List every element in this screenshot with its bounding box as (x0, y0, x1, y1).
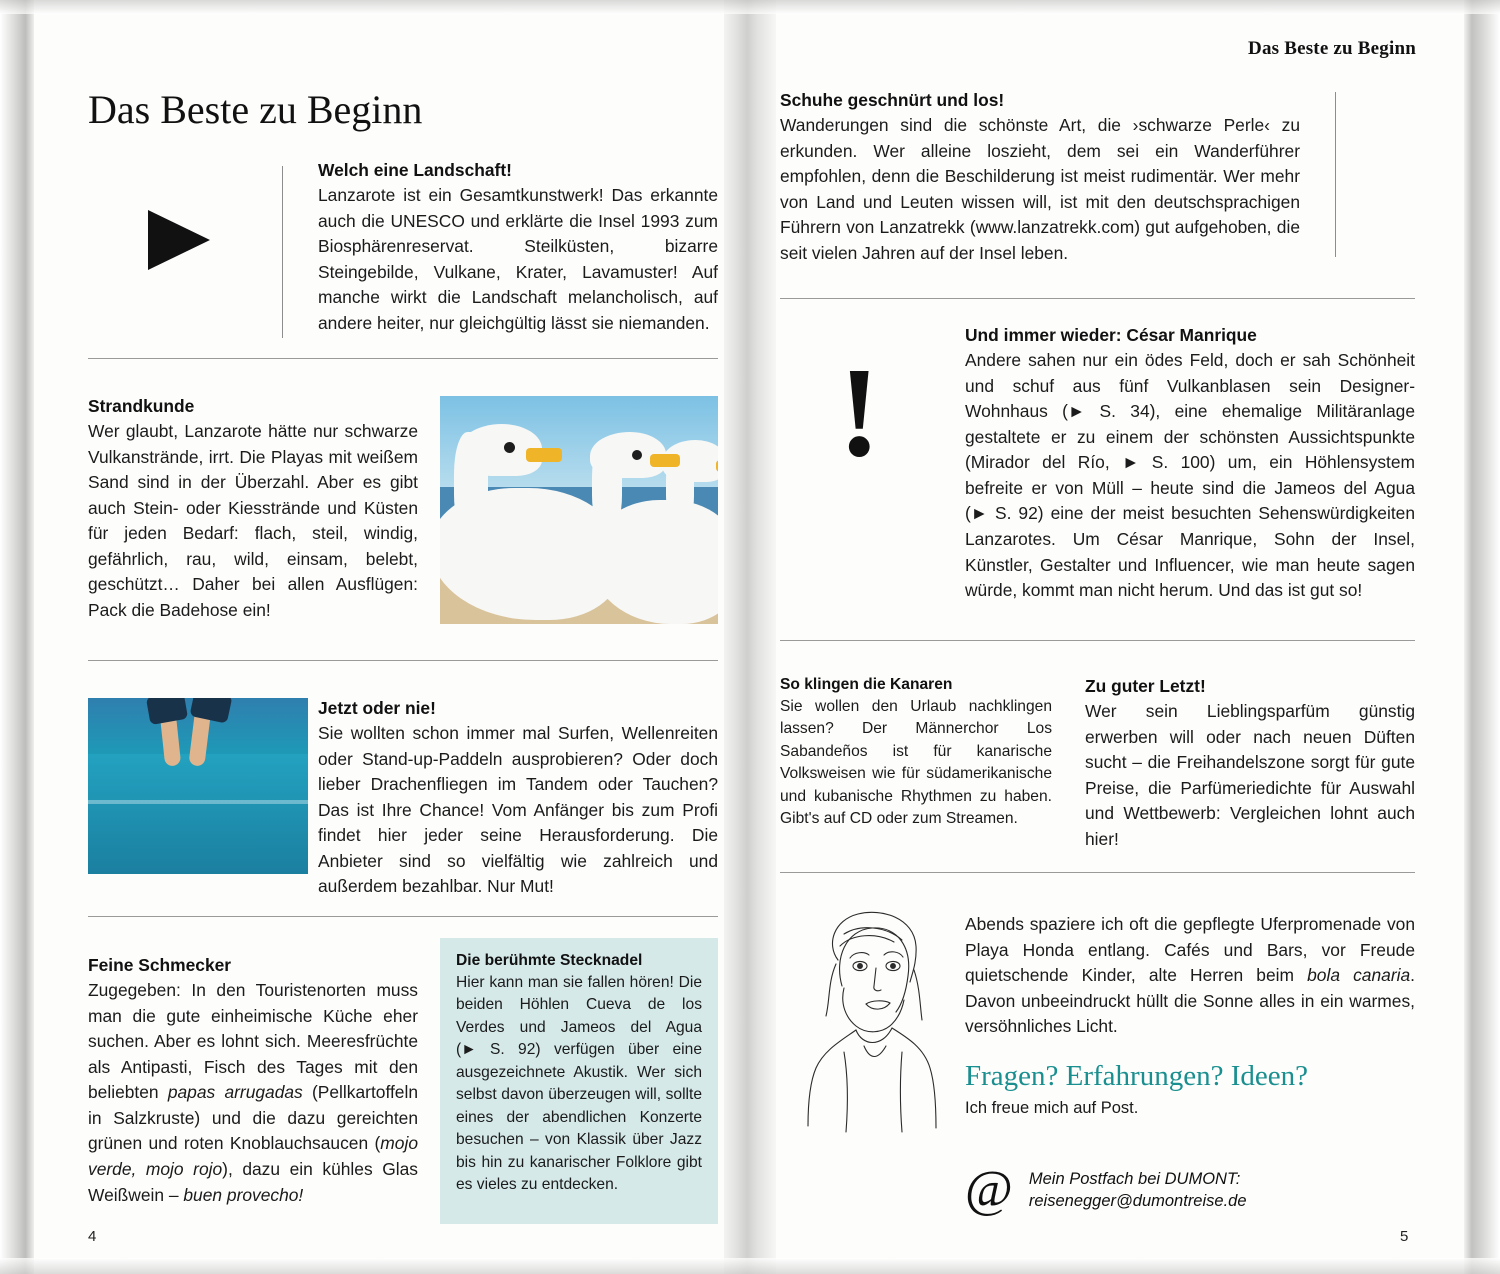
book-top-shadow (0, 0, 1500, 14)
page-reference: ► S. 92 (970, 503, 1038, 524)
manrique-text: Andere sahen nur ein ödes Feld, doch er sah Schönheit und schuf aus fünf Vulkanblasen sein Designer-Wohnhaus (► S. 34), eine ehemalige Militäranlage gestaltete er zu einem der schönsten Aussichtspunkte (Mirador del Río, ► S. 100) um, ein Höhlensystem befreite er von Müll – heute sind die Jameos del Agua (► S. 92) eine der meist besuchten Sehenswürdigkeiten Lanzarotes. Um César Manrique, Sohn der Insel, Künstler, Gestalter und Influencer, wie man heute sagen würde, kommt man nicht herum. Und das ist gut so! (965, 350, 1416, 601)
divider-right-1 (780, 298, 1415, 299)
divider-left-1 (88, 358, 718, 359)
jetzt-oder-nie-block (318, 698, 718, 900)
divider-left-3 (88, 916, 718, 917)
strandkunde-text: Wer glaubt, Lanzarote hätte nur schwarze Vulkanstrände, irrt. Die Playas mit weißem Sand sind in der Überzahl. Aber es gibt auch Stein- oder Kiesstrände und Küsten für jeden Bedarf: flach, steil, windig, gefährlich, rau, wild, einsam, belebt, geschützt… Daher bei allen Ausflügen: Pack die Badehose ein! (88, 421, 418, 621)
swan-pedal-boats-photo (440, 396, 718, 624)
kanaren-heading: So klingen die Kanaren (780, 676, 953, 693)
abends-text: Abends spaziere ich oft die gepflegte Uferpromenade von Playa Honda entlang. Cafés und Bars, vor Freude quietschende Kinder, alte Herren beim bola canaria. Davon unbeeindruckt hüllt die Sonne alles in ein warmes, versöhnliches Licht. (965, 914, 1415, 1037)
strandkunde-heading: Strandkunde (88, 396, 195, 416)
post-line: Ich freue mich auf Post. (965, 1098, 1139, 1117)
page-title: Das Beste zu Beginn (88, 87, 423, 132)
jetzt-heading: Jetzt oder nie! (318, 698, 436, 718)
welch-block-rule (282, 166, 283, 338)
stecknadel-text: Hier kann man sie fallen hören! Die beiden Höhlen Cueva de los Verdes und Jameos del Agua (► S. 92) verfügen über eine ausgezeichnete Akustik. Wer sich selbst davon überzeugen will, sollte eines der abendlichen Konzerte besuchen – von Klassik über Jazz bis hin zu kanarischer Folklore gibt es vieles zu entdecken. (456, 974, 702, 1194)
schuhe-text: Wanderungen sind die schönste Art, die ›schwarze Perle‹ zu erkunden. Wer alleine loszieht, dem sei ein Wanderführer empfohlen, denn die Beschilderung ist meist rudimentär. Wer mehr von Land und Leuten wissen will, ist mit den deutschsprachigen Führern von Lanzatrekk (www.lanzatrekk.com) gut aufgehoben, die seit vielen Jahren auf der Insel leben. (780, 115, 1300, 263)
at-sign-icon: @ (965, 1161, 1013, 1218)
letzt-heading: Zu guter Letzt! (1085, 676, 1206, 696)
feine-schmecker-block (88, 955, 418, 1208)
diver-in-sea-photo (88, 698, 308, 874)
book-bottom-shadow (0, 1258, 1500, 1274)
page-number-right: 5 (1400, 1228, 1409, 1245)
welch-text: Lanzarote ist ein Gesamtkunstwerk! Das erkannte auch die UNESCO und erklärte die Insel 1993 zum Biosphärenreservat. Steilküsten, bizarre Steingebilde, Vulkane, Krater, Lavamuster! Auf manche wirkt die Landschaft melancholisch, auf andere heiter, nur gleichgültig lässt sie niemanden. (318, 185, 718, 333)
welch-eine-landschaft-block (318, 160, 718, 336)
kanaren-text: Sie wollen den Urlaub nachklingen lassen? Der Männerchor Los Sabandeños ist für kanarische Volksweisen wie für südamerikanische und kubanische Rhythmen zu haben. Gibt's auf CD oder zum Streamen. (780, 698, 1052, 828)
page-reference: ► S. 92 (461, 1041, 536, 1059)
page-reference: ► S. 34 (1067, 401, 1150, 422)
abends-block (965, 912, 1415, 1118)
divider-left-2 (88, 660, 718, 661)
mailbox-line-1: Mein Postfach bei DUMONT: (1028, 1169, 1241, 1188)
divider-right-3 (780, 872, 1415, 873)
mailbox-email[interactable]: reisenegger@dumontreise.de (1028, 1192, 1247, 1210)
jetzt-text: Sie wollten schon immer mal Surfen, Wellenreiten oder Stand-up-Paddeln ausprobieren? Oder doch lieber Drachenfliegen im Tandem oder Tauchen? Das ist Ihre Chance! Vom Anfänger bis zum Profi findet hier jeder seine Herausforderung. Die Anbieter sind so vielfältig wie zahlreich und außerdem bezahlbar. Nur Mut! (318, 723, 718, 897)
page-number-left: 4 (88, 1228, 97, 1245)
strandkunde-block (88, 396, 418, 624)
welch-heading: Welch eine Landschaft! (318, 160, 512, 180)
letzt-text: Wer sein Lieblingsparfüm günstig erwerben will oder nach neuen Düften sucht – die Freihandelszone sorgt für gute Preise, die Parfümeriedichte für Auswahl und Wettbewerb: Vergleichen lohnt auch hier! (1085, 701, 1415, 849)
stecknadel-heading: Die berühmte Stecknadel (456, 952, 643, 969)
cesar-manrique-block (965, 325, 1415, 604)
exclamation-mark-icon: ! (838, 341, 881, 483)
book-edge-left (0, 0, 34, 1274)
stecknadel-box (440, 938, 718, 1224)
questions-heading: Fragen? Erfahrungen? Ideen? (965, 1059, 1308, 1092)
zu-guter-letzt-block (1085, 676, 1415, 852)
schuhe-geschnuert-block (780, 90, 1300, 266)
running-head: Das Beste zu Beginn (1248, 38, 1416, 59)
so-klingen-die-kanaren-block (780, 676, 1052, 831)
schuhe-heading: Schuhe geschnürt und los! (780, 90, 1005, 110)
schuhe-block-rule (1335, 92, 1336, 257)
schmecker-heading: Feine Schmecker (88, 955, 232, 975)
book-edge-right (1464, 0, 1500, 1274)
mailbox-text (1029, 1168, 1247, 1213)
divider-right-2 (780, 640, 1415, 641)
triangle-right-icon (148, 210, 210, 270)
book-gutter (724, 0, 776, 1274)
mailbox-block (965, 1161, 1247, 1218)
schmecker-text: Zugegeben: In den Touristenorten muss man die gute einheimische Küche eher suchen. Aber es lohnt sich. Meeresfrüchte als Antipasti, Fisch des Tages mit den beliebten papas arrugadas (Pellkartoffeln in Salzkruste) und die dazu gereichten grünen und roten Knoblauchsaucen (mojo verde, mojo rojo), dazu ein kühles Glas Weißwein – buen provecho! (88, 980, 419, 1205)
author-portrait-sketch (790, 900, 950, 1140)
page-reference: ► S. 100 (1122, 452, 1210, 473)
manrique-heading: Und immer wieder: César Manrique (965, 325, 1257, 345)
